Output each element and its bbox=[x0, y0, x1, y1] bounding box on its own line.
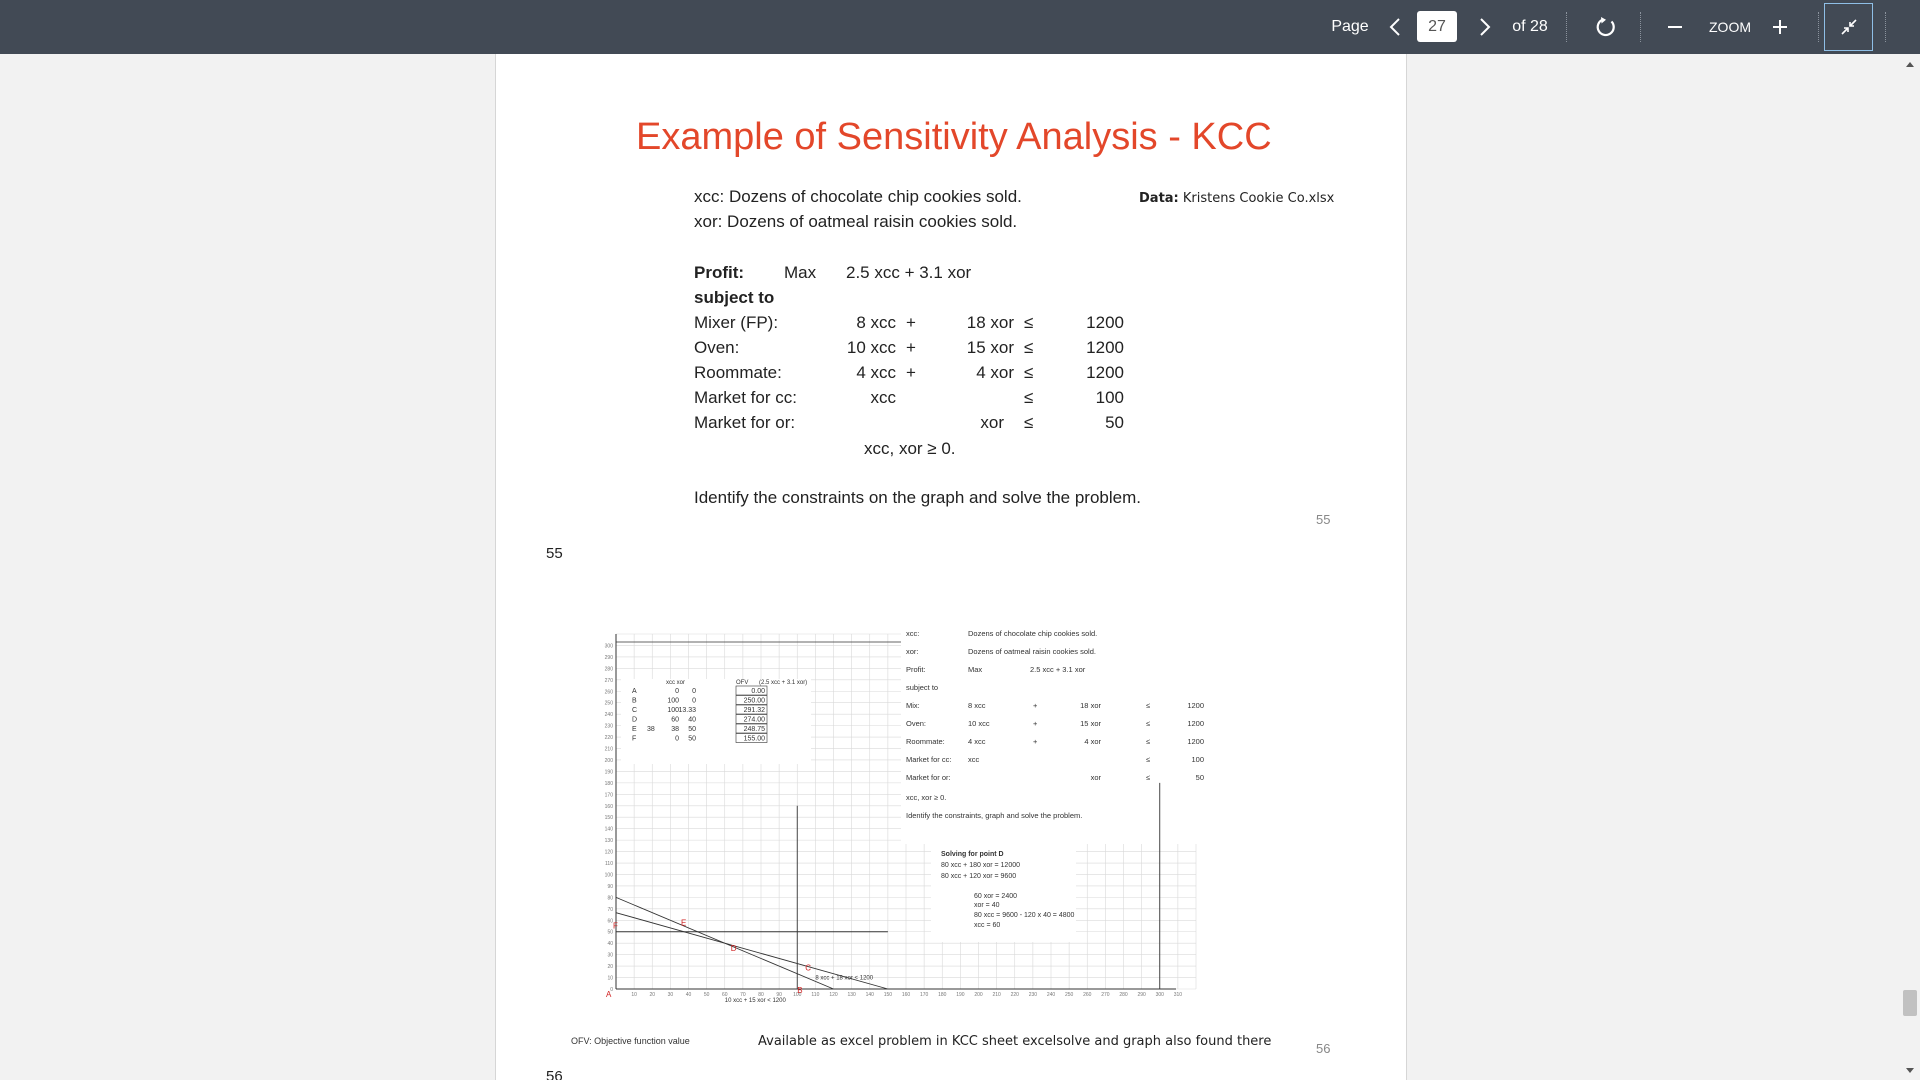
table-point-label: A bbox=[632, 688, 637, 695]
x-tick-label: 50 bbox=[703, 992, 710, 998]
profit-label: Profit: bbox=[694, 263, 745, 282]
solving-step: 80 xcc + 180 xor = 12000 bbox=[941, 862, 1020, 869]
x-tick-label: 220 bbox=[1010, 992, 1019, 998]
x-tick-label: 190 bbox=[956, 992, 965, 998]
subject-to-label: subject to bbox=[694, 288, 775, 307]
y-tick-label: 270 bbox=[604, 677, 613, 684]
solving-step: xcc = 60 bbox=[974, 922, 1001, 929]
nonnegativity: xcc, xor ≥ 0. bbox=[864, 439, 956, 458]
table-xcc: 100 bbox=[667, 707, 679, 714]
constraint-rhs: 1200 bbox=[1086, 313, 1124, 332]
sheet-constraint-op: + bbox=[1033, 719, 1038, 728]
sheet-text: xor: bbox=[906, 647, 919, 656]
sheet-text: Max bbox=[968, 665, 983, 674]
y-tick-label: 150 bbox=[604, 815, 613, 822]
max-label: Max bbox=[784, 263, 817, 282]
table-point-label: F bbox=[632, 735, 637, 743]
sheet-constraint-name: Market for cc: bbox=[906, 755, 952, 764]
y-tick-label: 170 bbox=[604, 792, 613, 799]
sheet-constraint-xor: 4 xor bbox=[1084, 737, 1101, 746]
chevron-right-icon bbox=[1479, 18, 1491, 36]
constraint-name: Roommate: bbox=[694, 363, 782, 382]
table-xcc: 38 bbox=[671, 726, 679, 733]
corner-point-label: D bbox=[730, 944, 737, 954]
y-tick-label: 20 bbox=[607, 964, 613, 971]
table-xcc: 60 bbox=[671, 716, 679, 724]
table-xor: 40 bbox=[688, 716, 696, 724]
collapse-icon bbox=[1840, 18, 1858, 36]
sheet-text: subject to bbox=[906, 683, 939, 692]
y-tick-label: 160 bbox=[604, 803, 613, 810]
total-pages-label: of 28 bbox=[1512, 18, 1548, 35]
sheet-constraint-xor: xor bbox=[1090, 773, 1101, 782]
constraint-xcc: xcc bbox=[870, 388, 896, 407]
corner-point-label: B bbox=[797, 986, 803, 995]
solving-step: 80 xcc = 9600 - 120 x 40 = 4800 bbox=[974, 912, 1075, 919]
footnote-excel: Available as excel problem in KCC sheet excelsolve and graph also found there bbox=[758, 1034, 1272, 1049]
sheet-constraint-rel: ≤ bbox=[1146, 737, 1151, 746]
slide-number: 56 bbox=[1316, 1041, 1331, 1056]
y-tick-label: 90 bbox=[607, 883, 613, 890]
y-tick-label: 70 bbox=[607, 906, 613, 913]
x-tick-label: 120 bbox=[829, 992, 838, 998]
variable-xor: xor: Dozens of oatmeal raisin cookies sold. bbox=[694, 212, 1018, 231]
y-tick-label: 0 bbox=[610, 987, 613, 993]
table-point-label: B bbox=[632, 697, 637, 705]
sheet-text: Dozens of oatmeal raisin cookies sold. bbox=[968, 647, 1096, 656]
x-tick-label: 230 bbox=[1028, 992, 1038, 998]
minus-icon bbox=[1667, 19, 1683, 35]
table-ofv: 0.00 bbox=[751, 688, 765, 695]
x-tick-label: 30 bbox=[667, 992, 674, 998]
table-point-label: C bbox=[632, 707, 638, 714]
oven-line-label: 10 xcc + 15 xor < 1200 bbox=[724, 998, 786, 1004]
x-tick-label: 200 bbox=[974, 992, 983, 998]
y-tick-label: 120 bbox=[604, 849, 613, 856]
table-ofv: 291.32 bbox=[743, 707, 765, 714]
sheet-nonneg: xcc, xor ≥ 0. bbox=[906, 793, 947, 802]
y-tick-label: 110 bbox=[605, 861, 613, 868]
constraint-rhs: 1200 bbox=[1086, 338, 1124, 357]
table-point-label: D bbox=[632, 716, 638, 724]
sheet-text: 2.5 xcc + 3.1 xor bbox=[1030, 665, 1086, 674]
sheet-constraint-name: Market for or: bbox=[906, 773, 951, 782]
constraint-rhs: 1200 bbox=[1086, 363, 1124, 382]
x-tick-label: 110 bbox=[811, 992, 820, 998]
constraint-xcc: 8 xcc bbox=[856, 313, 896, 332]
y-tick-label: 240 bbox=[604, 712, 613, 719]
x-tick-label: 310 bbox=[1173, 992, 1183, 998]
sheet-constraint-xor: 18 xor bbox=[1080, 701, 1101, 710]
rotate-icon bbox=[1595, 16, 1617, 38]
sheet-constraint-xcc: 4 xcc bbox=[968, 737, 986, 746]
constraint-xcc: 10 xcc bbox=[846, 338, 896, 357]
toolbar-divider bbox=[1640, 12, 1641, 42]
solving-step: xor = 40 bbox=[974, 902, 1000, 909]
x-tick-label: 280 bbox=[1119, 992, 1128, 998]
constraint-xor: xor bbox=[980, 413, 1004, 432]
table-xor: 50 bbox=[688, 726, 696, 733]
table-ofv: 250.00 bbox=[743, 697, 765, 705]
y-tick-label: 280 bbox=[604, 666, 613, 673]
sheet-constraint-rel: ≤ bbox=[1146, 701, 1151, 710]
x-tick-label: 260 bbox=[1083, 992, 1092, 998]
y-tick-label: 220 bbox=[604, 735, 613, 742]
table-xcc: 100 bbox=[667, 697, 679, 705]
caret-up-icon bbox=[1905, 61, 1915, 68]
x-tick-label: 130 bbox=[847, 992, 856, 998]
x-tick-label: 300 bbox=[1155, 992, 1164, 998]
y-tick-label: 200 bbox=[604, 757, 613, 764]
constraint-op: + bbox=[906, 363, 916, 382]
sheet-text: xcc: bbox=[906, 629, 920, 638]
next-page-button[interactable] bbox=[1470, 0, 1500, 54]
y-tick-label: 250 bbox=[604, 700, 613, 707]
sheet-constraint-xor: 15 xor bbox=[1080, 719, 1101, 728]
table-xor: 0 bbox=[692, 697, 696, 705]
corner-point-label: A bbox=[606, 990, 612, 999]
table-xor: 13.33 bbox=[678, 707, 696, 714]
table-ofv: 248.75 bbox=[743, 726, 765, 733]
table-ofv: 155.00 bbox=[743, 735, 765, 743]
y-tick-label: 210 bbox=[604, 746, 613, 753]
sheet-constraint-rhs: 1200 bbox=[1187, 737, 1204, 746]
constraint-name: Market for or: bbox=[694, 413, 796, 432]
table-xcc: 0 bbox=[675, 688, 679, 695]
exit-fullscreen-button[interactable] bbox=[1824, 3, 1873, 51]
x-tick-label: 10 bbox=[631, 992, 637, 998]
sheet-constraint-name: Roommate: bbox=[906, 737, 945, 746]
y-tick-label: 180 bbox=[604, 780, 613, 787]
instruction-text: Identify the constraints on the graph and solve the problem. bbox=[694, 488, 1141, 507]
table-panel bbox=[621, 679, 811, 764]
y-tick-label: 190 bbox=[604, 769, 613, 776]
y-tick-label: 60 bbox=[607, 918, 613, 925]
sheet-constraint-xcc: 8 xcc bbox=[968, 701, 986, 710]
sheet-constraint-xcc: 10 xcc bbox=[968, 719, 990, 728]
slide-number: 55 bbox=[1316, 512, 1331, 527]
sheet-constraint-op: + bbox=[1033, 701, 1038, 710]
constraint-rhs: 50 bbox=[1105, 413, 1124, 432]
zoom-label: ZOOM bbox=[1709, 19, 1751, 35]
constraint-xor: 18 xor bbox=[966, 313, 1014, 332]
constraint-name: Market for cc: bbox=[694, 388, 797, 407]
y-tick-label: 100 bbox=[604, 872, 613, 879]
toolbar-divider bbox=[1885, 12, 1886, 42]
x-tick-label: 40 bbox=[685, 992, 692, 998]
constraint-xcc: 4 xcc bbox=[856, 363, 896, 382]
objective-function: 2.5 xcc + 3.1 xor bbox=[846, 263, 972, 282]
x-tick-label: 80 bbox=[758, 992, 764, 998]
x-tick-label: 210 bbox=[992, 992, 1001, 998]
caret-down-icon bbox=[1905, 1067, 1915, 1074]
scroll-up-button[interactable] bbox=[1900, 56, 1920, 72]
sheet-constraint-rhs: 1200 bbox=[1187, 719, 1204, 728]
constraint-name: Oven: bbox=[694, 338, 740, 357]
y-tick-label: 50 bbox=[607, 929, 613, 936]
plus-icon bbox=[1772, 19, 1788, 35]
y-tick-label: 130 bbox=[604, 838, 613, 845]
scroll-down-button[interactable] bbox=[1900, 1062, 1920, 1078]
constraint-relation: ≤ bbox=[1024, 413, 1034, 432]
previous-page-button[interactable] bbox=[1380, 0, 1410, 54]
x-tick-label: 170 bbox=[919, 992, 929, 998]
variable-xcc: xcc: Dozens of chocolate chip cookies sold. bbox=[694, 187, 1022, 206]
footnote-ofv: OFV: Objective function value bbox=[571, 1036, 690, 1046]
toolbar-divider bbox=[1818, 12, 1819, 42]
page-number-input[interactable]: 27 bbox=[1417, 11, 1457, 42]
sheet-constraint-rel: ≤ bbox=[1146, 773, 1151, 782]
table-xor: 50 bbox=[688, 735, 696, 743]
embedded-spreadsheet bbox=[596, 624, 1206, 1064]
x-tick-label: 290 bbox=[1137, 992, 1146, 998]
y-tick-label: 260 bbox=[604, 689, 613, 696]
x-tick-label: 70 bbox=[740, 992, 746, 998]
mixer-line-label: 8 xcc + 18 xor < 1200 bbox=[815, 975, 874, 982]
x-tick-label: 20 bbox=[649, 992, 656, 998]
constraint-op: + bbox=[906, 338, 916, 357]
chevron-left-icon bbox=[1389, 18, 1401, 36]
x-tick-label: 270 bbox=[1101, 992, 1110, 998]
vertical-scrollbar[interactable] bbox=[1900, 54, 1920, 1080]
sheet-constraint-rhs: 50 bbox=[1195, 773, 1204, 782]
y-tick-label: 10 bbox=[607, 975, 613, 982]
document-page bbox=[495, 54, 1407, 1080]
constraint-op: + bbox=[906, 313, 916, 332]
corner-point-label: C bbox=[805, 963, 812, 973]
x-tick-label: 180 bbox=[938, 992, 947, 998]
table-ofv: 274.00 bbox=[743, 716, 765, 724]
rotate-button[interactable] bbox=[1588, 0, 1624, 54]
sheet-text: Profit: bbox=[906, 665, 926, 674]
x-tick-label: 60 bbox=[721, 992, 728, 998]
constraint-relation: ≤ bbox=[1024, 313, 1034, 332]
constraint-relation: ≤ bbox=[1024, 388, 1034, 407]
constraint-xor: 15 xor bbox=[966, 338, 1014, 357]
sheet-text: Dozens of chocolate chip cookies sold. bbox=[968, 629, 1098, 638]
x-tick-label: 250 bbox=[1064, 992, 1074, 998]
solving-step: 60 xor = 2400 bbox=[974, 893, 1018, 900]
x-tick-label: 160 bbox=[901, 992, 911, 998]
solving-step: Solving for point D bbox=[941, 851, 1004, 858]
sheet-instruction: Identify the constraints, graph and solve the problem. bbox=[906, 811, 1083, 820]
page-title: Example of Sensitivity Analysis - KCC bbox=[636, 116, 1272, 158]
table-header: xcc xor bbox=[666, 680, 686, 686]
page-margin-number: 55 bbox=[546, 545, 563, 562]
x-tick-label: 140 bbox=[865, 992, 874, 998]
y-tick-label: 230 bbox=[604, 723, 613, 730]
solving-step: 80 xcc + 120 xor = 9600 bbox=[941, 873, 1017, 880]
y-tick-label: 300 bbox=[604, 643, 613, 650]
sheet-constraint-rel: ≤ bbox=[1146, 755, 1151, 764]
table-header: (2.5 xcc + 3.1 xor) bbox=[759, 680, 808, 686]
zoom-in-button[interactable] bbox=[1765, 0, 1795, 54]
y-tick-label: 40 bbox=[607, 941, 613, 948]
spreadsheet-graph bbox=[596, 624, 1206, 1064]
toolbar-divider bbox=[1566, 12, 1567, 42]
constraint-rhs: 100 bbox=[1095, 388, 1124, 407]
table-point-label: E bbox=[632, 726, 637, 733]
constraint-relation: ≤ bbox=[1024, 338, 1034, 357]
x-tick-label: 90 bbox=[776, 992, 782, 998]
data-source bbox=[1139, 191, 1334, 206]
constraint-xor: 4 xor bbox=[976, 363, 1014, 382]
viewer-toolbar bbox=[0, 0, 1920, 54]
constraint-name: Mixer (FP): bbox=[694, 313, 779, 332]
data-source-label: Data: bbox=[1139, 191, 1179, 206]
data-source-file: Kristens Cookie Co.xlsx bbox=[1182, 191, 1335, 206]
page-margin-number: 56 bbox=[546, 1068, 563, 1080]
zoom-out-button[interactable] bbox=[1660, 0, 1690, 54]
y-tick-label: 140 bbox=[604, 826, 613, 833]
y-tick-label: 80 bbox=[607, 895, 613, 902]
page-label: Page bbox=[1331, 18, 1369, 35]
x-tick-label: 100 bbox=[793, 992, 802, 998]
sheet-constraint-rhs: 1200 bbox=[1187, 701, 1204, 710]
sheet-constraint-rel: ≤ bbox=[1146, 719, 1151, 728]
sheet-constraint-op: + bbox=[1033, 737, 1038, 746]
table-header: OFV bbox=[736, 680, 749, 686]
x-tick-label: 150 bbox=[883, 992, 893, 998]
x-tick-label: 240 bbox=[1046, 992, 1056, 998]
table-xor: 0 bbox=[692, 688, 696, 695]
sheet-constraint-rhs: 100 bbox=[1191, 755, 1204, 764]
table-extra-value: 38 bbox=[647, 726, 655, 733]
sheet-constraint-xcc: xcc bbox=[968, 755, 980, 764]
scrollbar-thumb[interactable] bbox=[1903, 990, 1917, 1016]
sheet-constraint-name: Mix: bbox=[906, 701, 920, 710]
constraint-relation: ≤ bbox=[1024, 363, 1034, 382]
corner-point-label: F bbox=[613, 921, 618, 931]
sheet-constraint-name: Oven: bbox=[906, 719, 927, 728]
y-tick-label: 290 bbox=[604, 654, 613, 661]
table-xcc: 0 bbox=[675, 735, 679, 743]
corner-point-label: E bbox=[680, 918, 687, 928]
y-tick-label: 30 bbox=[607, 952, 613, 959]
